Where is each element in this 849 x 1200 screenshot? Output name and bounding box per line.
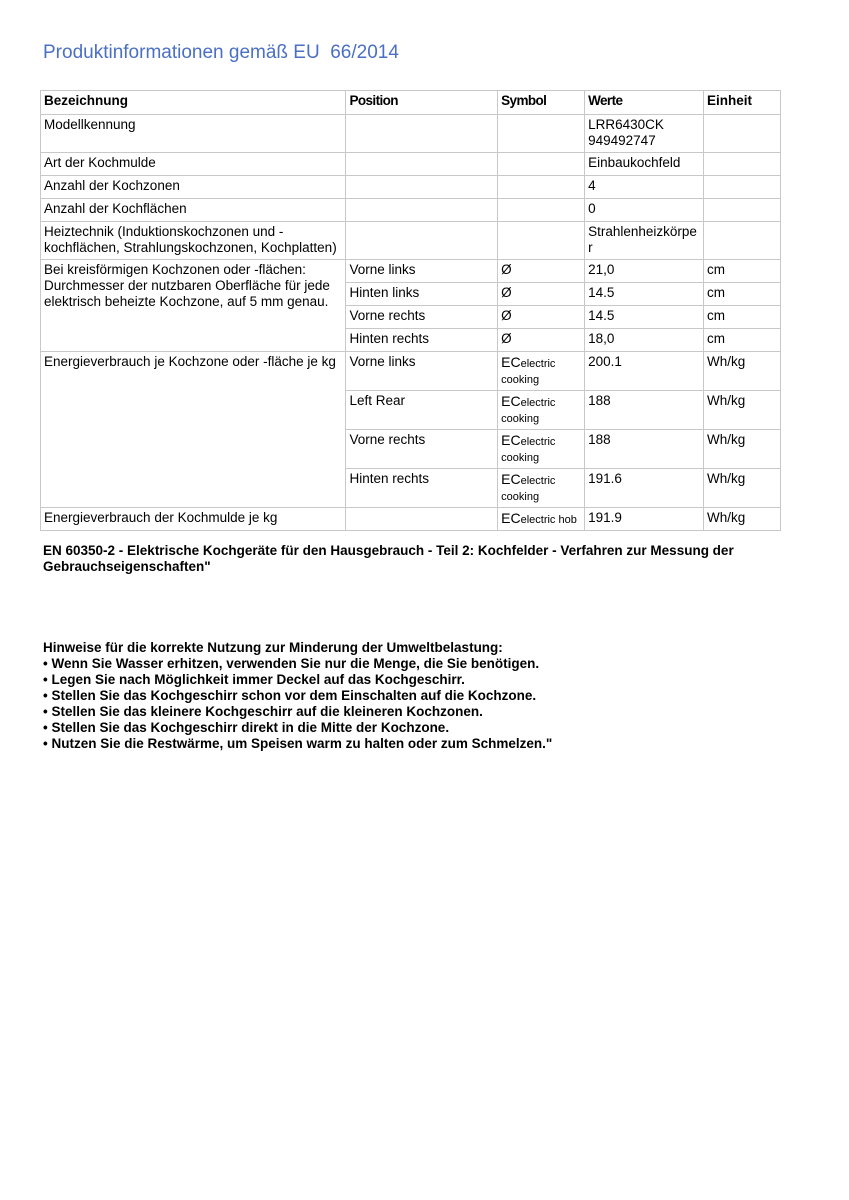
- type-label: Art der Kochmulde: [41, 153, 346, 176]
- table-row: [41, 260, 781, 283]
- energy-value: 200.1: [585, 352, 704, 391]
- table-row-type: [41, 153, 781, 176]
- diameter-position: Hinten rechts: [346, 329, 498, 352]
- diameter-symbol: Ø: [498, 329, 585, 352]
- model-label: Modellkennung: [41, 115, 346, 153]
- header-symbol: Symbol: [498, 91, 585, 115]
- energy-position: Vorne rechts: [346, 430, 498, 469]
- energy-position: Left Rear: [346, 391, 498, 430]
- energy-value: 191.6: [585, 469, 704, 508]
- list-item: • Nutzen Sie die Restwärme, um Speisen warm zu halten oder zum Schmelzen.": [43, 736, 553, 751]
- list-item: • Legen Sie nach Möglichkeit immer Deckel auf das Kochgeschirr.: [43, 672, 465, 687]
- energy-value: 188: [585, 391, 704, 430]
- diameter-position: Hinten links: [346, 283, 498, 306]
- model-value: [585, 115, 704, 153]
- zones-value: 4: [585, 176, 704, 199]
- diameter-value: 18,0: [585, 329, 704, 352]
- header-bezeichnung: Bezeichnung: [41, 91, 346, 115]
- table-row-heating: [41, 222, 781, 260]
- table-row-model: [41, 115, 781, 153]
- usage-hints: [43, 640, 803, 752]
- diameter-value: 21,0: [585, 260, 704, 283]
- list-item: • Stellen Sie das Kochgeschirr schon vor dem Einschalten auf die Kochzone.: [43, 688, 537, 703]
- energy-hob-unit: Wh/kg: [704, 508, 781, 531]
- hints-heading: Hinweise für die korrekte Nutzung zur Minderung der Umweltbelastung:: [43, 640, 503, 655]
- energy-hob-label: Energieverbrauch der Kochmulde je kg: [41, 508, 346, 531]
- energy-value: 188: [585, 430, 704, 469]
- diameter-symbol: Ø: [498, 283, 585, 306]
- diameter-unit: cm: [704, 306, 781, 329]
- diameter-symbol: Ø: [498, 306, 585, 329]
- diameter-label: Bei kreisförmigen Kochzonen oder -flächen: Durchmesser der nutzbaren Oberfläche für jede elektrisch beheizte Kochzone, auf 5 mm genau.: [41, 260, 346, 352]
- areas-label: Anzahl der Kochflächen: [41, 199, 346, 222]
- header-einheit: Einheit: [704, 91, 781, 115]
- energy-unit: Wh/kg: [704, 430, 781, 469]
- table-row: [41, 352, 781, 391]
- table-header-row: [41, 91, 781, 115]
- product-info-table: [40, 90, 781, 531]
- list-item: • Stellen Sie das Kochgeschirr direkt in die Mitte der Kochzone.: [43, 720, 450, 735]
- energy-symbol: ECelectric cooking: [498, 430, 585, 469]
- energy-symbol: ECelectric cooking: [498, 391, 585, 430]
- diameter-symbol: Ø: [498, 260, 585, 283]
- diameter-value: 14.5: [585, 283, 704, 306]
- page-title: Produktinformationen gemäß EU 66/2014: [43, 42, 399, 63]
- type-value: Einbaukochfeld: [585, 153, 704, 176]
- energy-hob-symbol: ECelectric hob: [498, 508, 585, 531]
- table-row-areas: [41, 199, 781, 222]
- heating-value: Strahlenheizkörper: [585, 222, 704, 260]
- diameter-position: Vorne rechts: [346, 306, 498, 329]
- diameter-unit: cm: [704, 283, 781, 306]
- table-row-zones: [41, 176, 781, 199]
- energy-zone-label: Energieverbrauch je Kochzone oder -fläche je kg: [41, 352, 346, 508]
- header-werte: Werte: [585, 91, 704, 115]
- energy-hob-value: 191.9: [585, 508, 704, 531]
- header-position: Position: [346, 91, 498, 115]
- norm-reference: EN 60350-2 - Elektrische Kochgeräte für den Hausgebrauch - Teil 2: Kochfelder - Verfahren zur Messung der Gebrauchseigenschaften": [43, 543, 734, 574]
- energy-position: Vorne links: [346, 352, 498, 391]
- model-number: 949492747: [588, 133, 656, 148]
- energy-symbol: ECelectric cooking: [498, 469, 585, 508]
- list-item: • Stellen Sie das kleinere Kochgeschirr auf die kleineren Kochzonen.: [43, 704, 483, 719]
- energy-unit: Wh/kg: [704, 352, 781, 391]
- heating-label: Heiztechnik (Induktionskochzonen und -kochflächen, Strahlungskochzonen, Kochplatten): [41, 222, 346, 260]
- energy-unit: Wh/kg: [704, 469, 781, 508]
- list-item: • Wenn Sie Wasser erhitzen, verwenden Sie nur die Menge, die Sie benötigen.: [43, 656, 540, 671]
- energy-position: Hinten rechts: [346, 469, 498, 508]
- zones-label: Anzahl der Kochzonen: [41, 176, 346, 199]
- diameter-unit: cm: [704, 329, 781, 352]
- model-name: LRR6430CK: [588, 117, 664, 132]
- energy-unit: Wh/kg: [704, 391, 781, 430]
- energy-symbol: ECelectric cooking: [498, 352, 585, 391]
- diameter-unit: cm: [704, 260, 781, 283]
- diameter-position: Vorne links: [346, 260, 498, 283]
- diameter-value: 14.5: [585, 306, 704, 329]
- areas-value: 0: [585, 199, 704, 222]
- table-row-energy-hob: [41, 508, 781, 531]
